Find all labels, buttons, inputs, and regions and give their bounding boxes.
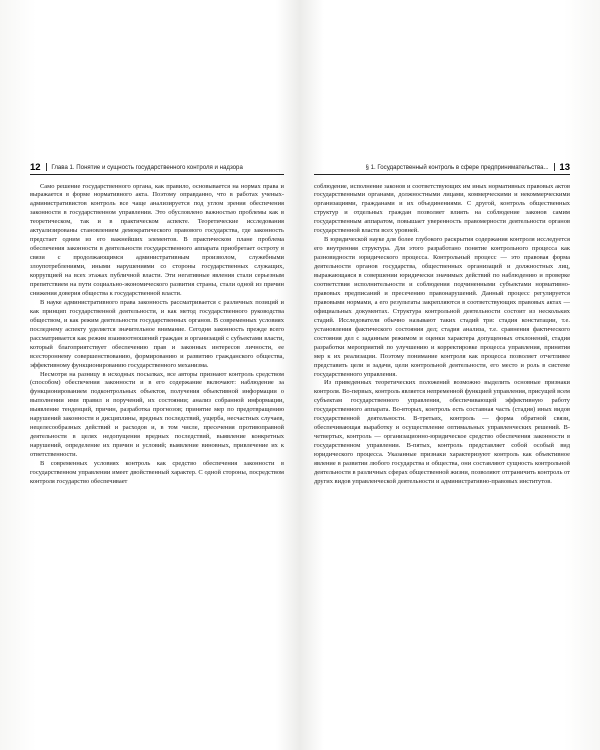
left-running-head-title: Глава 1. Понятие и сущность государственного контроля и надзора [51,163,243,171]
left-page-number: 12 [30,161,41,173]
left-page [30,162,284,487]
paragraph: В современных условиях контроль как средство обеспечения законности в государственном управлении имеет двойственный характер. С одной стороны, посредством контроля государство обеспечивает [30,460,284,485]
right-page-number: 13 [559,161,570,173]
paragraph: В юридической науке для более глубокого раскрытия содержания контроля исследуется его внутренняя структура. Для этого разработано понятие контрольного процесса как разновидности юридического процесса. Контрольный процесс — это правовая форма деятельности органов государства, общественных организаций и должностных лиц, выражающаяся в совершении юридически значимых действий по наблюдению и проверке соответствия исполнительности и соблюдения подчиненными субъектами нормативно-правовых предписаний и пресечению правонарушений. Данный процесс регулируется правовыми нормами, а его результаты закрепляются в соответствующих правовых актах — официальных документах. Структура контрольной деятельности состоит из нескольких стадий. Исследователи обычно называют таких стадий три: стадия констатации, т.е. установления фактического состояния дел; стадия анализа, т.е. сравнения фактического состояния дел с заданным режимом и оценки характера допущенных отклонений, стадия разработки мероприятий по улучшению и корректировке процесса управления, принятия мер к их реализации. Поэтому понимание контроля как процесса позволяет отчетливее представить цели и задачи, цели контрольной деятельности, его место и роль в системе государственного управления. [314,236,570,378]
left-body-text [30,183,284,487]
right-body-text [314,183,570,487]
right-running-head [314,162,570,175]
left-running-head [30,162,284,175]
paragraph: В науке административного права законность рассматривается с различных позиций и как принцип государственной деятельности, и как метод государственного руководства обществом, и как режим деятельности государственных органов. В современных условиях последнему аспекту уделяется значительное внимание. Сегодня законность прежде всего рассматривается как режим взаимоотношений граждан и организаций с субъектами власти, который благоприятствует обеспечению прав и законных интересов личности, ее всестороннему совершенствованию, формированию и развитию гражданского общества, эффективному функционированию государственного механизма. [30,298,284,369]
right-page [314,162,570,487]
right-running-head-title: § 1. Государственный контроль в сфере предпринимательства... [365,163,549,171]
paragraph: Несмотря на разницу в исходных посылках, все авторы признают контроль средством (способом) обеспечения законности и в его содержание включают: наблюдение за функционированием подконтрольных объектов, получения объективной информации о выполнении ими правил и поручений, их состоянии; анализ собранной информации, выявление тенденций, причин, разработка прогнозов; принятие мер по предотвращению нарушений законности и дисциплины, вредных последствий, ущерба, несчастных случаев, нецелесообразных действий и расходов и, в том числе, пресечения противоправной деятельности в целях недопущения вредных последствий, выявление конкретных нарушений, определение их причин и условий; выявление виновных, привлечение их к ответственности. [30,370,284,459]
running-head-separator [554,163,555,171]
running-head-separator [46,163,47,171]
paragraph: Из приведенных теоретических положений возможно выделить основные признаки контроля. Во-первых, контроль является непременной функцией управления, присущей всем субъектам государственного управления, обеспечивающей эффективную работу государственного аппарата. Во-вторых, контроль есть составная часть (стадия) иных видов государственной деятельности. В-третьих, контроль — форма обратной связи, обеспечивающая выработку и осуществление оптимальных управленческих решений. В-четвертых, контроль — организационно-юридическое средство обеспечения законности в государственном управлении. В-пятых, контроль представляет собой особый вид юридического процесса. Указанные признаки характеризуют контроль как объективное явление в развитии любого государства и общества, они составляют сущность контрольной деятельности в различных сферах общественной жизни, позволяют отграничить контроль от других видов управленческой деятельности и административно-правовых институтов. [314,379,571,485]
paragraph: соблюдение, исполнение законов и соответствующих им иных нормативных правовых актов государственными органами, должностными лицами, коммерческими и некоммерческими организациями, гражданами и их объединениями. С другой, контроль общественных структур и отдельных граждан позволяет влиять на соблюдение законов самим государственным аппаратом, повышает уверенность правомерности деятельности органов государственной власти всех уровней. [314,182,570,235]
paragraph: Само решение государственного органа, как правило, основывается на нормах права и выражается в форме нормативного акта. Поэтому оправданно, что в работах ученых-административистов контроль все чаще анализируется под углом зрения обеспечения законности в государственном управлении. Это обусловлено важностью проблемы как в теоретическом, так и в практическом аспекте. Теоретические исследования актуализированы становлением демократического правового государства, где законность предстает одним из его важнейших элементов. В практическом плане проблема обеспечения законности в деятельности государственного аппарата приобретает остроту в связи с продолжающимся административным произволом, служебными злоупотреблениями, иными нарушениями со стороны государственных служащих, коррупцией на всех этажах публичной власти. Эти негативные явления стали серьезным препятствием на пути социально-экономического развития страны, стали одной из причин снижения доверия общества к государственной власти. [30,182,284,297]
